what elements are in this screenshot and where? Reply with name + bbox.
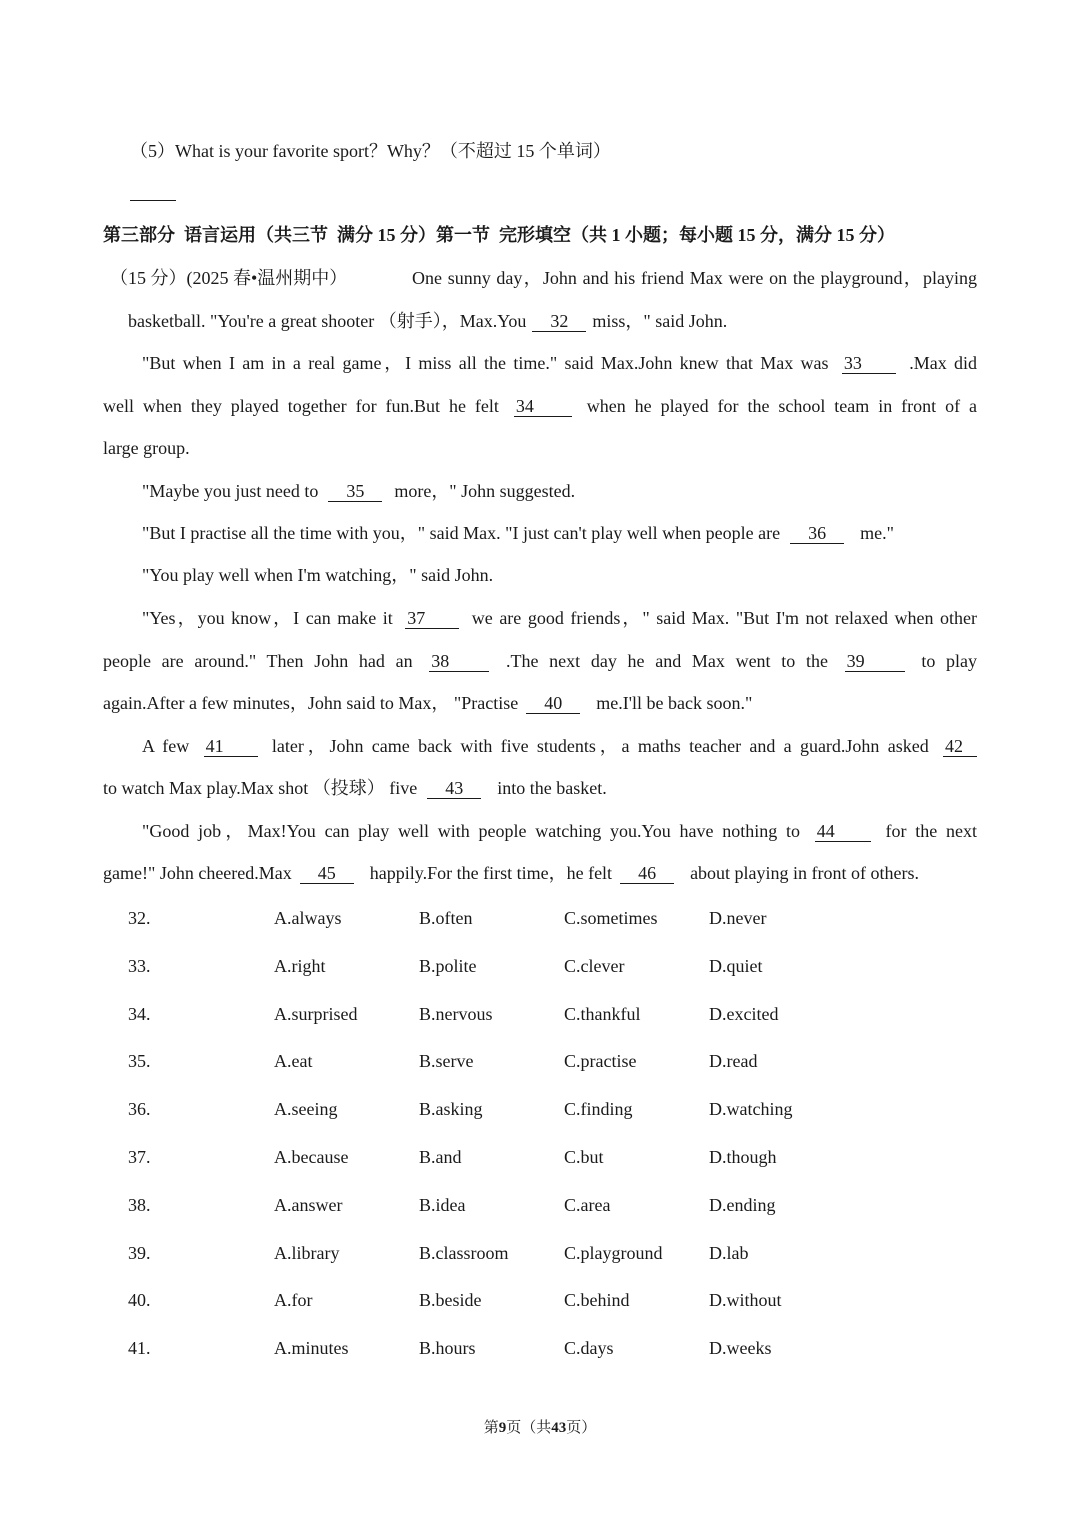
- option-row: [0, 1144, 1080, 1170]
- option-c[interactable]: C.practise: [564, 1051, 637, 1072]
- option-row: [0, 1192, 1080, 1218]
- passage-text: well when they played together for fun.But he felt: [103, 396, 499, 416]
- option-a[interactable]: A.right: [274, 955, 326, 976]
- footer-text: 页）: [566, 1420, 597, 1436]
- passage-text: "But I practise all the time with you，" said Max. "I just can't play well when people are: [142, 523, 781, 543]
- question-number: 36.: [128, 1099, 151, 1120]
- option-row: [0, 1001, 1080, 1027]
- passage-line: [142, 605, 977, 631]
- blank-35[interactable]: 35: [328, 481, 382, 502]
- blank-33[interactable]: 33: [842, 353, 896, 374]
- answer-blank-line: [130, 200, 176, 201]
- option-c[interactable]: C.but: [564, 1147, 604, 1167]
- option-a[interactable]: A.eat: [274, 1051, 313, 1072]
- passage-line: [103, 860, 919, 886]
- option-c[interactable]: C.behind: [564, 1290, 630, 1311]
- heading-part: 满分: [337, 225, 373, 245]
- option-row: [0, 1287, 1080, 1313]
- blank-43[interactable]: 43: [427, 778, 481, 799]
- option-c[interactable]: C.playground: [564, 1242, 663, 1263]
- passage-text: we are good friends，" said Max. "But I'm not relaxed when other: [471, 608, 977, 628]
- heading-part: 完形填空（共: [499, 225, 607, 245]
- passage-line: [103, 775, 607, 801]
- passage-line: [142, 818, 977, 844]
- option-d[interactable]: D.excited: [709, 1003, 779, 1024]
- passage-text: miss，" said John.: [592, 311, 728, 331]
- passage-text: .The next day he and Max went to the: [505, 651, 828, 671]
- blank-38[interactable]: 38: [429, 651, 489, 672]
- question-number: 40.: [128, 1290, 151, 1311]
- heading-score: 15: [737, 225, 756, 245]
- option-d[interactable]: D.lab: [709, 1242, 749, 1263]
- option-c[interactable]: C.area: [564, 1194, 611, 1215]
- passage-line: "You play well when I'm watching，" said John.: [142, 565, 494, 585]
- passage-line: [103, 690, 752, 716]
- total-pages: 43: [551, 1420, 567, 1436]
- passage-line: [103, 393, 977, 419]
- heading-part: 语言运用（共三节: [184, 225, 328, 245]
- question-number: 37.: [128, 1147, 151, 1167]
- option-b[interactable]: B.nervous: [419, 1003, 493, 1024]
- heading-score: 15: [836, 225, 855, 245]
- option-d[interactable]: D.though: [709, 1147, 777, 1167]
- question-number: 34.: [128, 1003, 151, 1024]
- passage-text: to play: [921, 651, 977, 671]
- blank-42[interactable]: 42: [943, 736, 977, 757]
- footer-text: 页（共: [506, 1420, 552, 1436]
- blank-34[interactable]: 34: [514, 396, 572, 417]
- question-number: 41.: [128, 1338, 151, 1359]
- passage-text: again.After a few minutes，John said to Max， "Practise: [103, 693, 519, 713]
- option-row: [0, 1048, 1080, 1074]
- option-d[interactable]: D.without: [709, 1290, 782, 1311]
- footer-text: 第: [483, 1420, 499, 1436]
- passage-text: into the basket.: [497, 778, 607, 798]
- heading-part: 分）: [859, 225, 895, 245]
- question-meta: （15 分）(2025 春•温州期中）: [110, 268, 348, 288]
- blank-32[interactable]: 32: [532, 311, 586, 332]
- option-b[interactable]: B.classroom: [419, 1242, 509, 1263]
- question-number: 32.: [128, 908, 151, 928]
- option-c[interactable]: C.finding: [564, 1099, 633, 1120]
- question-number: 38.: [128, 1194, 151, 1215]
- passage-text: .Max did: [909, 353, 977, 373]
- blank-44[interactable]: 44: [815, 821, 871, 842]
- option-row: [0, 953, 1080, 979]
- option-row: [0, 1096, 1080, 1122]
- blank-40[interactable]: 40: [526, 693, 580, 714]
- option-c[interactable]: C.sometimes: [564, 908, 658, 928]
- passage-text: A few: [142, 736, 190, 756]
- passage-text: basketball. "You're a great shooter （射手），Max.You: [128, 311, 527, 331]
- option-a[interactable]: A.surprised: [274, 1003, 358, 1024]
- question-5-text: （5）What is your favorite sport？Why？（不超过 15 个单词）: [130, 141, 611, 161]
- question-number: 39.: [128, 1242, 151, 1263]
- option-a[interactable]: A.seeing: [274, 1099, 338, 1120]
- option-b[interactable]: B.serve: [419, 1051, 474, 1072]
- option-row: [0, 905, 1080, 931]
- option-a[interactable]: A.minutes: [274, 1338, 349, 1359]
- passage-line: [128, 308, 727, 334]
- page-footer: [0, 1416, 1080, 1437]
- heading-count: 1: [611, 225, 621, 245]
- option-a[interactable]: A.because: [274, 1147, 349, 1167]
- section-heading: [103, 222, 977, 248]
- option-d[interactable]: D.ending: [709, 1194, 776, 1215]
- option-row: [0, 1335, 1080, 1361]
- passage-line: [142, 733, 977, 759]
- passage-text: "Maybe you just need to: [142, 481, 319, 501]
- question-number: 33.: [128, 955, 151, 976]
- option-a[interactable]: A.for: [274, 1290, 313, 1311]
- passage-line: [142, 478, 575, 504]
- option-a[interactable]: A.library: [274, 1242, 340, 1263]
- passage-text: when he played for the school team in front of a: [586, 396, 977, 416]
- option-b[interactable]: B.beside: [419, 1290, 482, 1311]
- passage-line: [142, 350, 977, 376]
- blank-41[interactable]: 41: [204, 736, 258, 757]
- option-b[interactable]: B.polite: [419, 955, 477, 976]
- option-a[interactable]: A.answer: [274, 1194, 343, 1215]
- passage-text: "But when I am in a real game，I miss all the time." said Max.John knew that Max was: [142, 353, 829, 373]
- option-row: [0, 1240, 1080, 1266]
- passage-text: me.": [860, 523, 894, 543]
- passage-text: me.I'll be back soon.": [596, 693, 753, 713]
- blank-45[interactable]: 45: [300, 863, 354, 884]
- passage-text: game!" John cheered.Max: [103, 863, 292, 883]
- heading-part: 小题；每小题: [625, 225, 733, 245]
- page-number: 9: [498, 1420, 507, 1436]
- passage-text: "Good job，Max!You can play well with people watching you.You have nothing to: [142, 821, 800, 841]
- heading-part: 第三部分: [103, 225, 175, 245]
- passage-line: One sunny day，John and his friend Max were on the playground，playing: [412, 268, 977, 288]
- passage-text: to watch Max play.Max shot （投球） five: [103, 778, 418, 798]
- blank-46[interactable]: 46: [620, 863, 674, 884]
- passage-text: later，John came back with five students，a maths teacher and a guard.John asked: [271, 736, 929, 756]
- passage-text: about playing in front of others.: [690, 863, 920, 883]
- blank-36[interactable]: 36: [790, 523, 844, 544]
- option-d[interactable]: D.never: [709, 908, 767, 928]
- passage-text: happily.For the first time，he felt: [369, 863, 613, 883]
- option-c[interactable]: C.thankful: [564, 1003, 641, 1024]
- option-b[interactable]: B.and: [419, 1147, 462, 1167]
- passage-text: more，" John suggested.: [394, 481, 576, 501]
- passage-line: [103, 648, 977, 674]
- heading-part: 分，满分: [760, 225, 832, 245]
- option-a[interactable]: A.always: [274, 908, 342, 928]
- blank-39[interactable]: 39: [845, 651, 905, 672]
- option-c[interactable]: C.days: [564, 1338, 614, 1359]
- option-d[interactable]: D.watching: [709, 1099, 793, 1120]
- heading-part: 分）第一节: [400, 225, 490, 245]
- option-d[interactable]: D.weeks: [709, 1338, 772, 1359]
- option-b[interactable]: B.often: [419, 908, 473, 928]
- passage-line: [142, 520, 894, 546]
- option-b[interactable]: B.idea: [419, 1194, 466, 1215]
- blank-37[interactable]: 37: [405, 608, 459, 629]
- passage-text: "Yes，you know，I can make it: [142, 608, 393, 628]
- option-d[interactable]: D.read: [709, 1051, 758, 1072]
- passage-line: large group.: [103, 438, 190, 458]
- heading-score: 15: [377, 225, 396, 245]
- option-b[interactable]: B.asking: [419, 1099, 483, 1120]
- passage-text: for the next: [885, 821, 977, 841]
- option-d[interactable]: D.quiet: [709, 955, 763, 976]
- option-c[interactable]: C.clever: [564, 955, 625, 976]
- question-number: 35.: [128, 1051, 151, 1072]
- option-b[interactable]: B.hours: [419, 1338, 476, 1359]
- passage-text: people are around." Then John had an: [103, 651, 413, 671]
